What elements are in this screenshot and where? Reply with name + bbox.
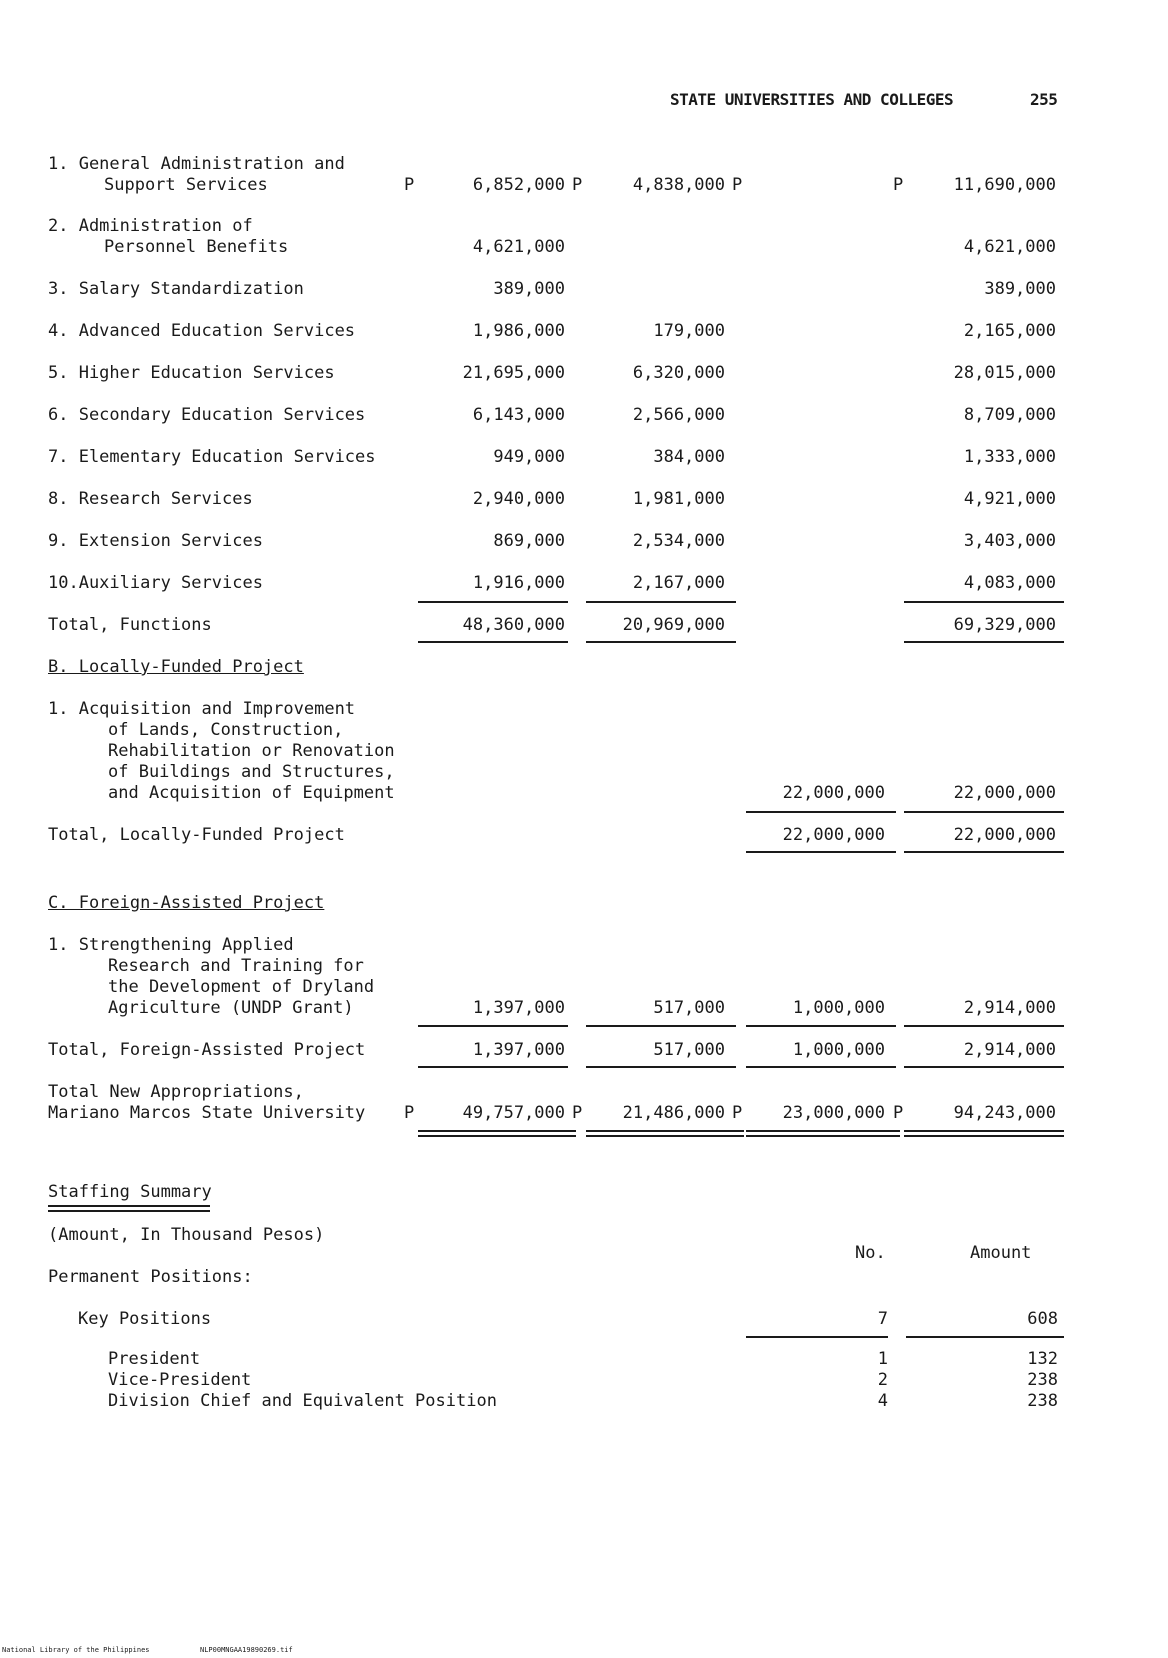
function-value-c1: 869,000 xyxy=(493,531,565,551)
double-rule xyxy=(418,1130,576,1137)
total-foreign-assisted-c1: 1,397,000 xyxy=(472,1040,565,1060)
function-value-total: 1,333,000 xyxy=(963,447,1056,467)
column-rule xyxy=(418,641,568,643)
total-foreign-assisted-label: Total, Foreign-Assisted Project xyxy=(48,1040,366,1060)
function-value-c1: 6,852,000 xyxy=(472,175,565,195)
staff-row-label: Division Chief and Equivalent Position xyxy=(108,1391,497,1411)
total-locally-funded-label: Total, Locally-Funded Project xyxy=(48,825,345,845)
function-value-total: 3,403,000 xyxy=(963,531,1056,551)
function-label: 4. Advanced Education Services xyxy=(48,321,356,341)
function-value-c2: 6,320,000 xyxy=(632,363,725,383)
function-value-total: 4,083,000 xyxy=(963,573,1056,593)
function-value-c2: 179,000 xyxy=(653,321,725,341)
function-value-c1: 6,143,000 xyxy=(472,405,565,425)
function-value-c2: 4,838,000 xyxy=(632,175,725,195)
column-rule xyxy=(904,1066,1064,1068)
function-value-total: 2,165,000 xyxy=(963,321,1056,341)
function-value-c1: 1,916,000 xyxy=(472,573,565,593)
total-locally-funded-total: 22,000,000 xyxy=(953,825,1056,845)
function-label: 3. Salary Standardization xyxy=(48,279,304,299)
total-foreign-assisted-total: 2,914,000 xyxy=(963,1040,1056,1060)
project-label: of Lands, Construction, xyxy=(108,720,344,740)
function-value-total: 8,709,000 xyxy=(963,405,1056,425)
grand-total-label: Total New Appropriations, xyxy=(48,1082,304,1102)
project-value-total: 2,914,000 xyxy=(963,998,1056,1018)
function-value-c2: 2,566,000 xyxy=(632,405,725,425)
project-value-c3: 22,000,000 xyxy=(782,783,885,803)
function-value-total: 4,621,000 xyxy=(963,237,1056,257)
project-label: and Acquisition of Equipment xyxy=(108,783,395,803)
double-rule xyxy=(904,1130,1064,1137)
staff-row-no: 1 xyxy=(877,1349,888,1369)
project-label: of Buildings and Structures, xyxy=(108,762,395,782)
function-value-c2: 384,000 xyxy=(653,447,725,467)
currency-symbol: P xyxy=(893,1103,904,1123)
function-label: 8. Research Services xyxy=(48,489,253,509)
function-value-c1: 389,000 xyxy=(493,279,565,299)
double-rule xyxy=(746,1130,900,1137)
project-label: Agriculture (UNDP Grant) xyxy=(108,998,354,1018)
column-rule xyxy=(586,1066,736,1068)
project-label: 1. Acquisition and Improvement xyxy=(48,699,356,719)
function-label: 6. Secondary Education Services xyxy=(48,405,366,425)
currency-symbol: P xyxy=(732,1103,743,1123)
currency-symbol: P xyxy=(572,1103,583,1123)
function-label: 5. Higher Education Services xyxy=(48,363,335,383)
column-rule xyxy=(746,1336,888,1338)
grand-total-c1: 49,757,000 xyxy=(462,1103,565,1123)
total-functions-c1: 48,360,000 xyxy=(462,615,565,635)
key-positions-no: 7 xyxy=(877,1309,888,1329)
column-rule xyxy=(904,811,1064,813)
column-rule xyxy=(418,1025,568,1027)
function-value-total: 28,015,000 xyxy=(953,363,1056,383)
function-value-c1: 4,621,000 xyxy=(472,237,565,257)
function-label: 10.Auxiliary Services xyxy=(48,573,263,593)
function-value-c1: 949,000 xyxy=(493,447,565,467)
column-rule xyxy=(418,1066,568,1068)
key-positions-label: Key Positions xyxy=(78,1309,212,1329)
column-rule xyxy=(904,851,1064,853)
staff-row-label: Vice-President xyxy=(108,1370,252,1390)
column-header-no: No. xyxy=(855,1243,886,1263)
project-label: Research and Training for xyxy=(108,956,364,976)
staff-row-amount: 238 xyxy=(1027,1370,1058,1390)
function-value-total: 389,000 xyxy=(984,279,1056,299)
key-positions-amount: 608 xyxy=(1027,1309,1058,1329)
column-rule xyxy=(904,601,1064,603)
function-value-total: 4,921,000 xyxy=(963,489,1056,509)
grand-total-label: Mariano Marcos State University xyxy=(48,1103,366,1123)
function-label: 2. Administration of xyxy=(48,216,253,236)
project-label: 1. Strengthening Applied xyxy=(48,935,294,955)
column-rule xyxy=(418,601,568,603)
project-label: Rehabilitation or Renovation xyxy=(108,741,395,761)
grand-total-c2: 21,486,000 xyxy=(622,1103,725,1123)
column-rule xyxy=(746,851,896,853)
function-label: Support Services xyxy=(104,175,268,195)
staffing-unit: (Amount, In Thousand Pesos) xyxy=(48,1225,325,1245)
currency-symbol: P xyxy=(572,175,583,195)
page-header-title: STATE UNIVERSITIES AND COLLEGES xyxy=(670,90,954,109)
column-header-amount: Amount xyxy=(970,1243,1032,1263)
project-label: the Development of Dryland xyxy=(108,977,375,997)
double-rule xyxy=(48,1205,210,1212)
column-rule xyxy=(586,641,736,643)
project-value-c3: 1,000,000 xyxy=(792,998,885,1018)
currency-symbol: P xyxy=(732,175,743,195)
staff-row-label: President xyxy=(108,1349,201,1369)
section-heading: C. Foreign-Assisted Project xyxy=(48,893,325,913)
column-rule xyxy=(746,811,896,813)
function-label: 7. Elementary Education Services xyxy=(48,447,376,467)
staff-row-no: 2 xyxy=(877,1370,888,1390)
column-rule xyxy=(904,1025,1064,1027)
column-rule xyxy=(586,1025,736,1027)
total-locally-funded-c3: 22,000,000 xyxy=(782,825,885,845)
section-heading: B. Locally-Funded Project xyxy=(48,657,304,677)
column-rule xyxy=(904,641,1064,643)
staff-row-amount: 238 xyxy=(1027,1391,1058,1411)
function-value-c2: 2,534,000 xyxy=(632,531,725,551)
staff-row-amount: 132 xyxy=(1027,1349,1058,1369)
staffing-title: Staffing Summary xyxy=(48,1182,212,1202)
total-functions-c2: 20,969,000 xyxy=(622,615,725,635)
grand-total-c3: 23,000,000 xyxy=(782,1103,885,1123)
currency-symbol: P xyxy=(404,175,415,195)
function-label: 1. General Administration and xyxy=(48,154,345,174)
function-value-c1: 2,940,000 xyxy=(472,489,565,509)
footer-file: NLP00MNGAA19890269.tif xyxy=(200,1646,293,1654)
total-foreign-assisted-c3: 1,000,000 xyxy=(792,1040,885,1060)
total-functions-label: Total, Functions xyxy=(48,615,212,635)
function-value-c2: 2,167,000 xyxy=(632,573,725,593)
total-functions-total: 69,329,000 xyxy=(953,615,1056,635)
function-value-c1: 1,986,000 xyxy=(472,321,565,341)
project-value-c2: 517,000 xyxy=(653,998,725,1018)
footer-library: National Library of the Philippines xyxy=(2,1646,150,1654)
column-rule xyxy=(906,1336,1064,1338)
column-rule xyxy=(586,601,736,603)
currency-symbol: P xyxy=(404,1103,415,1123)
total-foreign-assisted-c2: 517,000 xyxy=(653,1040,725,1060)
project-value-total: 22,000,000 xyxy=(953,783,1056,803)
currency-symbol: P xyxy=(893,175,904,195)
double-rule xyxy=(586,1130,744,1137)
function-value-c2: 1,981,000 xyxy=(632,489,725,509)
column-rule xyxy=(746,1066,896,1068)
page-number: 255 xyxy=(1030,90,1058,109)
project-value-c1: 1,397,000 xyxy=(472,998,565,1018)
staff-row-no: 4 xyxy=(877,1391,888,1411)
permanent-positions-label: Permanent Positions: xyxy=(48,1267,253,1287)
function-value-c1: 21,695,000 xyxy=(462,363,565,383)
column-rule xyxy=(746,1025,896,1027)
function-label: Personnel Benefits xyxy=(104,237,289,257)
function-label: 9. Extension Services xyxy=(48,531,263,551)
grand-total-total: 94,243,000 xyxy=(953,1103,1056,1123)
function-value-total: 11,690,000 xyxy=(953,175,1056,195)
